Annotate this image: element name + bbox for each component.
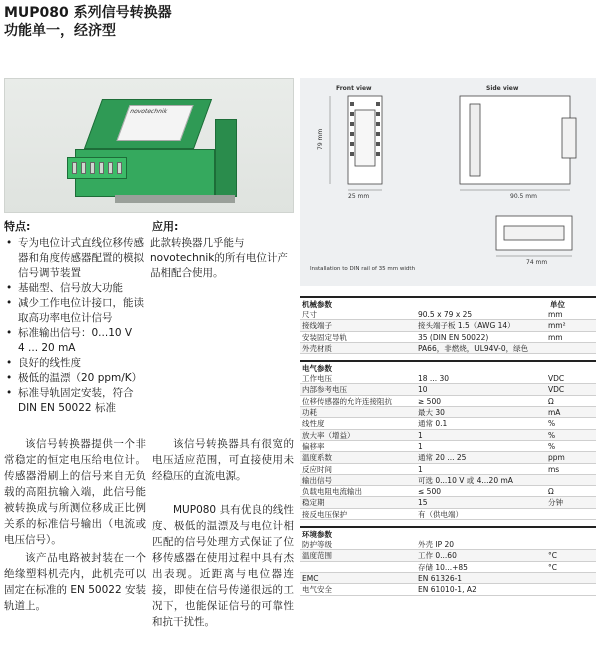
table-cell: 分钟 [548,498,563,508]
terminal-pin [117,162,122,174]
paragraph: 该信号转换器提供一个非常稳定的恒定电压给电位计。传感器滑刷上的信号来自无负载的高阻抗输入端，此信号能被转换成与所测位移成正比例关系的标准信号输出（电流或电压信号）。 [4,438,146,546]
bottom-inner [504,226,564,240]
table-cell: 线性度 [302,419,325,429]
table-row [300,573,596,584]
table-cell: ≥ 500 [418,396,441,406]
table-cell: 18 ... 30 [418,374,450,384]
table-cell: 防护等级 [302,540,332,550]
table-cell: 存储 10...+85 [418,562,468,572]
housing-side [215,119,237,197]
table-cell: PA66，非燃烧，UL94V-0，绿色 [418,343,529,353]
feature-item: 4 ... 20 mA [18,342,76,354]
dim-width-front: 25 mm [348,193,370,200]
dim-depth: 90.5 mm [510,193,537,200]
table-cell: 可选 0...10 V 或 4...20 mA [418,475,513,485]
side-view-label: Side view [486,85,519,92]
table-row [300,441,596,452]
table-row [300,509,596,520]
table-cell: 外壳材质 [302,343,332,353]
table-row [300,452,596,463]
table-cell: ms [548,464,560,474]
terminal-pin [72,162,77,174]
table-cell: mm [548,332,563,342]
table-row [300,373,596,384]
front-view-label: Front view [336,85,372,92]
section-heading: 电气参数 [302,364,332,374]
feature-item: • 专为电位计式直线位移传感器和角度传感器配置的模拟信号调节装置 [6,236,152,281]
table-row [300,430,596,441]
table-cell: ≤ 500 [418,487,441,497]
table-row [300,396,596,407]
features-list [6,236,152,416]
table-cell: Ω [548,396,554,406]
terminal-pin [81,162,86,174]
table-cell: 15 [418,498,428,508]
section-heading: 环境参数 [302,530,332,540]
table-cell: 接头端子板 1.5（AWG 14） [418,321,515,331]
table-cell: 最大 30 [418,408,445,418]
table-cell [548,573,596,583]
section-electrical [300,360,596,373]
table-cell: Ω [548,487,554,497]
spec-table [300,296,596,596]
table-row [300,550,596,561]
table-cell: 输出信号 [302,475,332,485]
table-cell: 功耗 [302,408,317,418]
table-cell: 电气安全 [302,585,332,595]
dim-width-bottom: 74 mm [526,259,548,266]
table-cell: 工作 0...60 [418,551,457,561]
product-photo [4,78,294,213]
table-cell [548,584,596,594]
product-label [116,105,193,141]
table-row [300,562,596,573]
feature-item: • 良好的线性度 [6,356,152,371]
table-cell [548,343,596,353]
page-title: MUP080 系列信号转换器 [4,5,172,21]
drawing-svg [300,78,596,286]
paragraph: 该信号转换器具有很宽的电压适应范围，可直接使用未经稳压的直流电源。 [152,438,294,482]
table-cell: °C [548,551,557,561]
table-cell: 尺寸 [302,310,317,319]
application-text: 此款转换器几乎能与 novotechnik的所有电位计产品相配合使用。 [150,237,288,279]
table-cell: 温度系数 [302,453,332,463]
table-cell: VDC [548,374,565,384]
table-row [300,475,596,486]
paragraph: 该产品电路被封装在一个绝缘塑料机壳内，此机壳可以固定在标准的 EN 50022 安装轨道上。 [4,552,146,612]
table-cell: 温度范围 [302,551,332,561]
table-row [300,343,596,354]
table-cell: 稳定期 [302,498,325,508]
table-cell: 接反电压保护 [302,509,347,519]
table-row [300,407,596,418]
terminal-pin [90,162,95,174]
table-cell: 通常 0.1 [418,419,448,429]
table-cell: mm² [548,321,566,331]
table-cell: EMC [302,573,319,583]
paragraph: MUP080 具有优良的线性度、极低的温漂及与电位计相匹配的信号处理方式保证了位移传感器在使用过程中具有杰出表现。近距离与电位器连接，即使在信号传递很远的工况下，也能保证信号的可靠性和抗干扰性。 [152,504,294,628]
page-subtitle: 功能单一，经济型 [4,23,116,39]
table-cell [548,539,596,549]
environmental-rows [300,539,596,595]
feature-item: • 标准导轨固定安装，符合 DIN EN 50022 标准 [6,386,152,416]
feature-item: • 标准输出信号：0...10 V [6,326,152,341]
technical-drawing [300,78,596,286]
table-cell: 安装固定导轨 [302,332,347,342]
table-cell: % [548,430,556,440]
table-row [300,464,596,475]
table-cell: 负载电阻电流输出 [302,487,362,497]
table-cell: 反应时间 [302,464,332,474]
section-heading: 机械参数 [302,300,332,309]
table-cell: 内部参考电压 [302,385,347,395]
application-heading: 应用: [152,220,179,233]
table-cell: 接线端子 [302,321,332,331]
feature-item: • 极低的温漂（20 ppm/K） [6,371,152,386]
table-cell: EN 61326-1 [418,573,463,583]
table-row [300,486,596,497]
drawing-note: Installation to DIN rail of 35 mm width [310,266,416,272]
din-rail [115,195,235,203]
table-cell: 90.5 x 79 x 25 [418,310,473,319]
table-cell: % [548,441,556,451]
table-cell: mm [548,310,563,319]
table-cell: ppm [548,453,565,463]
table-cell: 位移传感器的允许连接阻抗 [302,396,392,406]
table-row [300,539,596,550]
product-label-text: novotechnik [128,108,169,115]
terminal-block [67,157,127,179]
front-inner [355,110,375,166]
table-cell: % [548,419,556,429]
table-cell: 10 [418,385,428,395]
table-cell: mA [548,408,561,418]
table-row [300,418,596,429]
table-cell: 有（供电端） [418,509,463,519]
table-cell: 偏移率 [302,441,325,451]
table-cell: 通常 20 ... 25 [418,453,467,463]
table-cell: °C [548,562,557,572]
table-cell: 外壳 IP 20 [418,540,455,550]
table-cell: 1 [418,430,423,440]
side-clip [470,104,480,176]
table-cell: 放大率（增益） [302,430,355,440]
table-cell: EN 61010-1, A2 [418,585,477,595]
terminal-pin [108,162,113,174]
feature-item: • 减少工作电位计接口，能读取高功率电位计信号 [6,296,152,326]
table-row [300,384,596,395]
table-cell: 1 [418,441,423,451]
side-terminal [562,118,576,158]
unit-heading: 单位 [550,300,565,309]
electrical-rows [300,373,596,520]
table-cell [300,562,418,572]
table-row [300,320,596,331]
section-environmental [300,526,596,539]
terminal-pin [99,162,104,174]
feature-item: • 基础型、信号放大功能 [6,281,152,296]
table-row [300,332,596,343]
table-row [300,497,596,508]
table-cell [548,509,596,519]
table-row [300,584,596,595]
table-cell [548,475,596,485]
table-row [300,309,596,320]
features-heading: 特点: [4,220,31,233]
mechanical-rows [300,309,596,354]
table-cell: 工作电压 [302,374,332,384]
table-cell: 35 (DIN EN 50022) [418,332,489,342]
dim-height: 79 mm [317,128,324,150]
table-cell: VDC [548,385,565,395]
table-cell: 1 [418,464,423,474]
section-mechanical [300,296,596,309]
